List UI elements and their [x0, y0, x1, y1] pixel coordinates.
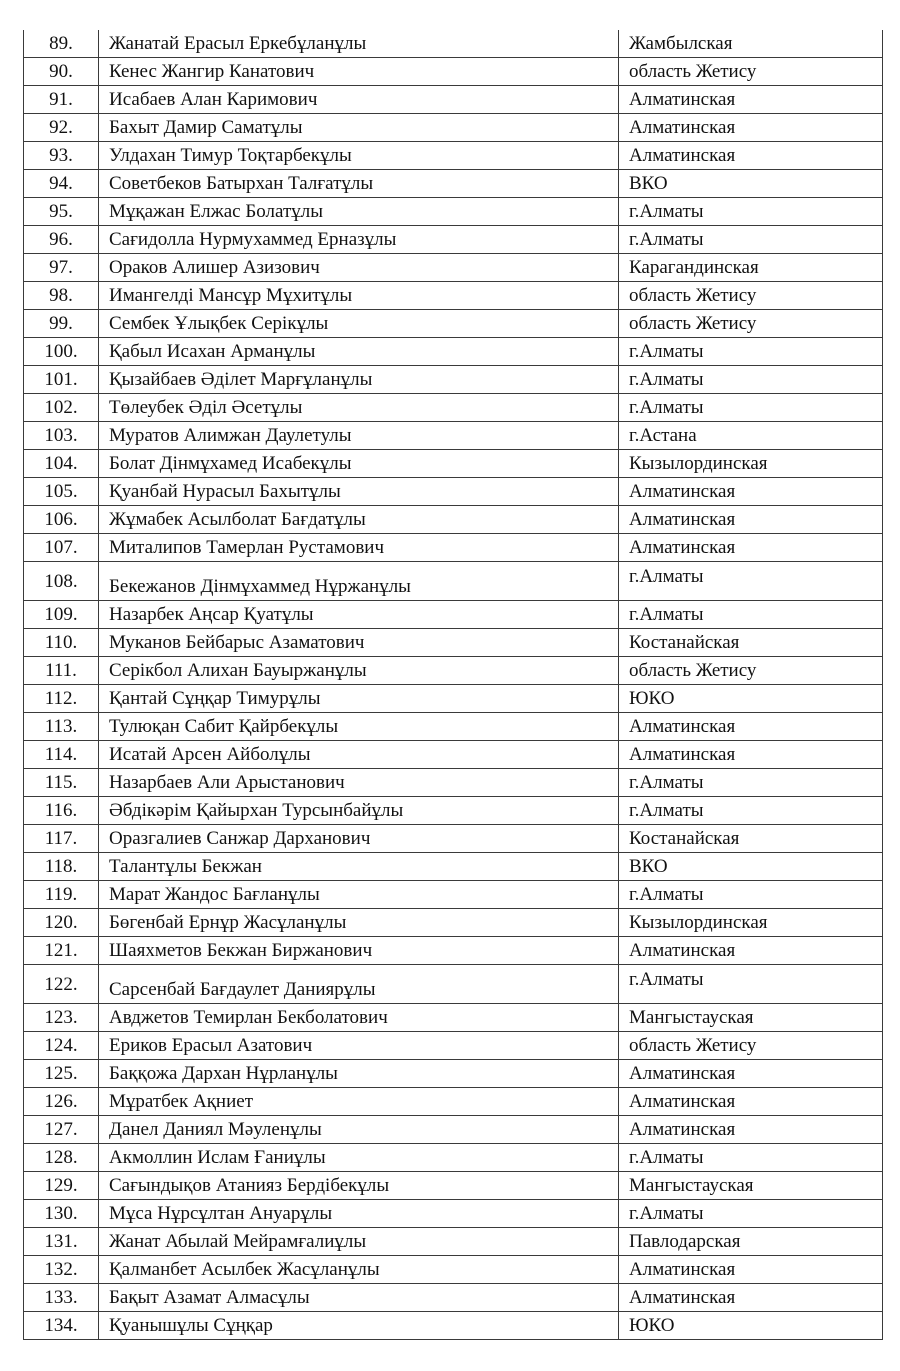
region-cell: г.Алматы	[619, 226, 883, 254]
table-row	[24, 198, 883, 226]
full-name-cell: Болат Дінмұхамед Исабекұлы	[99, 450, 619, 478]
table-row	[24, 853, 883, 881]
full-name-cell: Баққожа Дархан Нұрланұлы	[99, 1060, 619, 1088]
participants-table	[23, 30, 883, 1340]
row-number-cell: 109.	[24, 601, 99, 629]
full-name-cell: Бахыт Дамир Саматұлы	[99, 114, 619, 142]
full-name-cell: Марат Жандос Бағланұлы	[99, 881, 619, 909]
region-cell: Алматинская	[619, 142, 883, 170]
full-name-cell: Муратов Алимжан Даулетулы	[99, 422, 619, 450]
row-number-cell: 95.	[24, 198, 99, 226]
row-number-cell: 132.	[24, 1256, 99, 1284]
full-name-cell: Жанат Абылай Мейрамғалиұлы	[99, 1228, 619, 1256]
table-row	[24, 1228, 883, 1256]
region-cell: Карагандинская	[619, 254, 883, 282]
region-cell: Кызылординская	[619, 909, 883, 937]
region-cell: Алматинская	[619, 1256, 883, 1284]
table-row	[24, 657, 883, 685]
region-cell: Кызылординская	[619, 450, 883, 478]
full-name-cell: Тулюқан Сабит Қайрбекұлы	[99, 713, 619, 741]
table-row	[24, 366, 883, 394]
full-name-cell: Советбеков Батырхан Талғатұлы	[99, 170, 619, 198]
region-cell: ЮКО	[619, 1312, 883, 1340]
region-cell: г.Алматы	[619, 1200, 883, 1228]
table-row	[24, 338, 883, 366]
row-number-cell: 121.	[24, 937, 99, 965]
region-cell: г.Алматы	[619, 601, 883, 629]
region-cell: Алматинская	[619, 1088, 883, 1116]
full-name-cell: Сағындықов Атанияз Бердібекұлы	[99, 1172, 619, 1200]
region-cell: Алматинская	[619, 937, 883, 965]
row-number-cell: 130.	[24, 1200, 99, 1228]
table-row	[24, 1200, 883, 1228]
table-row	[24, 713, 883, 741]
full-name-cell: Мұса Нұрсұлтан Ануарұлы	[99, 1200, 619, 1228]
row-number-cell: 128.	[24, 1144, 99, 1172]
region-cell: ВКО	[619, 170, 883, 198]
table-row	[24, 1004, 883, 1032]
full-name-cell: Сағидолла Нурмухаммед Ерназұлы	[99, 226, 619, 254]
table-row	[24, 741, 883, 769]
full-name-cell: Имангелді Мансұр Мұхитұлы	[99, 282, 619, 310]
row-number-cell: 106.	[24, 506, 99, 534]
region-cell: Костанайская	[619, 629, 883, 657]
table-row	[24, 478, 883, 506]
full-name-cell: Оразгалиев Санжар Дарханович	[99, 825, 619, 853]
full-name-cell: Данел Даниял Мәуленұлы	[99, 1116, 619, 1144]
row-number-cell: 117.	[24, 825, 99, 853]
full-name-cell: Қуанбай Нурасыл Бахытұлы	[99, 478, 619, 506]
region-cell: Алматинская	[619, 534, 883, 562]
table-row	[24, 937, 883, 965]
row-number-cell: 103.	[24, 422, 99, 450]
region-cell: г.Алматы	[619, 394, 883, 422]
table-row	[24, 1312, 883, 1340]
full-name-cell: Улдахан Тимур Тоқтарбекұлы	[99, 142, 619, 170]
full-name-cell: Авджетов Темирлан Бекболатович	[99, 1004, 619, 1032]
table-row	[24, 1088, 883, 1116]
full-name-cell: Жұмабек Асылболат Бағдатұлы	[99, 506, 619, 534]
region-cell: Алматинская	[619, 114, 883, 142]
table-row	[24, 909, 883, 937]
row-number-cell: 123.	[24, 1004, 99, 1032]
row-number-cell: 113.	[24, 713, 99, 741]
table-row	[24, 114, 883, 142]
row-number-cell: 99.	[24, 310, 99, 338]
table-row	[24, 965, 883, 1004]
row-number-cell: 115.	[24, 769, 99, 797]
region-cell: г.Алматы	[619, 881, 883, 909]
table-row	[24, 1284, 883, 1312]
row-number-cell: 92.	[24, 114, 99, 142]
table-row	[24, 685, 883, 713]
row-number-cell: 126.	[24, 1088, 99, 1116]
region-cell: Жамбылская	[619, 30, 883, 58]
row-number-cell: 105.	[24, 478, 99, 506]
table-row	[24, 1032, 883, 1060]
row-number-cell: 97.	[24, 254, 99, 282]
full-name-cell: Ериков Ерасыл Азатович	[99, 1032, 619, 1060]
row-number-cell: 100.	[24, 338, 99, 366]
region-cell: область Жетису	[619, 657, 883, 685]
table-row	[24, 58, 883, 86]
table-row	[24, 1060, 883, 1088]
region-cell: Алматинская	[619, 86, 883, 114]
row-number-cell: 129.	[24, 1172, 99, 1200]
region-cell: Алматинская	[619, 506, 883, 534]
full-name-cell: Қалманбет Асылбек Жасұланұлы	[99, 1256, 619, 1284]
row-number-cell: 93.	[24, 142, 99, 170]
table-row	[24, 1256, 883, 1284]
table-row	[24, 825, 883, 853]
full-name-cell: Қызайбаев Әділет Марғұланұлы	[99, 366, 619, 394]
table-row	[24, 282, 883, 310]
full-name-cell: Муканов Бейбарыс Азаматович	[99, 629, 619, 657]
table-row	[24, 629, 883, 657]
table-row	[24, 769, 883, 797]
full-name-cell: Назарбек Аңсар Қуатұлы	[99, 601, 619, 629]
region-cell: г.Алматы	[619, 338, 883, 366]
full-name-cell: Бақыт Азамат Алмасұлы	[99, 1284, 619, 1312]
row-number-cell: 110.	[24, 629, 99, 657]
row-number-cell: 90.	[24, 58, 99, 86]
row-number-cell: 124.	[24, 1032, 99, 1060]
region-cell: Костанайская	[619, 825, 883, 853]
participants-table-body	[24, 30, 883, 1340]
row-number-cell: 127.	[24, 1116, 99, 1144]
region-cell: область Жетису	[619, 282, 883, 310]
region-cell: г.Алматы	[619, 562, 883, 601]
full-name-cell: Қуанышұлы Сұңқар	[99, 1312, 619, 1340]
row-number-cell: 111.	[24, 657, 99, 685]
table-row	[24, 394, 883, 422]
table-row	[24, 422, 883, 450]
region-cell: г.Астана	[619, 422, 883, 450]
full-name-cell: Жанатай Ерасыл Еркебұланұлы	[99, 30, 619, 58]
row-number-cell: 102.	[24, 394, 99, 422]
table-row	[24, 226, 883, 254]
row-number-cell: 125.	[24, 1060, 99, 1088]
full-name-cell: Мұратбек Ақниет	[99, 1088, 619, 1116]
row-number-cell: 96.	[24, 226, 99, 254]
full-name-cell: Әбдікәрім Қайырхан Турсынбайұлы	[99, 797, 619, 825]
table-row	[24, 1144, 883, 1172]
region-cell: область Жетису	[619, 310, 883, 338]
region-cell: Алматинская	[619, 1116, 883, 1144]
table-row	[24, 562, 883, 601]
row-number-cell: 120.	[24, 909, 99, 937]
full-name-cell: Шаяхметов Бекжан Биржанович	[99, 937, 619, 965]
region-cell: г.Алматы	[619, 769, 883, 797]
full-name-cell: Миталипов Тамерлан Рустамович	[99, 534, 619, 562]
full-name-cell: Бөгенбай Ернұр Жасұланұлы	[99, 909, 619, 937]
table-row	[24, 86, 883, 114]
table-row	[24, 881, 883, 909]
row-number-cell: 133.	[24, 1284, 99, 1312]
row-number-cell: 134.	[24, 1312, 99, 1340]
row-number-cell: 94.	[24, 170, 99, 198]
row-number-cell: 107.	[24, 534, 99, 562]
region-cell: г.Алматы	[619, 366, 883, 394]
region-cell: г.Алматы	[619, 198, 883, 226]
region-cell: г.Алматы	[619, 965, 883, 1004]
table-row	[24, 170, 883, 198]
full-name-cell: Қабыл Исахан Арманұлы	[99, 338, 619, 366]
table-row	[24, 797, 883, 825]
full-name-cell: Серікбол Алихан Бауыржанұлы	[99, 657, 619, 685]
region-cell: г.Алматы	[619, 797, 883, 825]
table-row	[24, 1116, 883, 1144]
row-number-cell: 114.	[24, 741, 99, 769]
table-row	[24, 450, 883, 478]
full-name-cell: Назарбаев Али Арыстанович	[99, 769, 619, 797]
full-name-cell: Исатай Арсен Айболұлы	[99, 741, 619, 769]
table-row	[24, 601, 883, 629]
region-cell: ВКО	[619, 853, 883, 881]
full-name-cell: Қантай Сұңқар Тимурұлы	[99, 685, 619, 713]
row-number-cell: 116.	[24, 797, 99, 825]
row-number-cell: 118.	[24, 853, 99, 881]
table-row	[24, 30, 883, 58]
row-number-cell: 91.	[24, 86, 99, 114]
full-name-cell: Талантұлы Бекжан	[99, 853, 619, 881]
row-number-cell: 104.	[24, 450, 99, 478]
region-cell: область Жетису	[619, 58, 883, 86]
table-row	[24, 310, 883, 338]
full-name-cell: Бекежанов Дінмұхаммед Нұржанұлы	[99, 562, 619, 601]
row-number-cell: 98.	[24, 282, 99, 310]
table-row	[24, 1172, 883, 1200]
table-row	[24, 254, 883, 282]
region-cell: Алматинская	[619, 741, 883, 769]
row-number-cell: 89.	[24, 30, 99, 58]
table-row	[24, 142, 883, 170]
full-name-cell: Сембек Ұлықбек Серікұлы	[99, 310, 619, 338]
region-cell: Алматинская	[619, 713, 883, 741]
row-number-cell: 112.	[24, 685, 99, 713]
row-number-cell: 108.	[24, 562, 99, 601]
full-name-cell: Ораков Алишер Азизович	[99, 254, 619, 282]
region-cell: Алматинская	[619, 478, 883, 506]
full-name-cell: Исабаев Алан Каримович	[99, 86, 619, 114]
region-cell: Павлодарская	[619, 1228, 883, 1256]
table-row	[24, 534, 883, 562]
row-number-cell: 131.	[24, 1228, 99, 1256]
region-cell: Алматинская	[619, 1284, 883, 1312]
region-cell: область Жетису	[619, 1032, 883, 1060]
full-name-cell: Акмоллин Ислам Ғаниұлы	[99, 1144, 619, 1172]
full-name-cell: Мұқажан Елжас Болатұлы	[99, 198, 619, 226]
region-cell: ЮКО	[619, 685, 883, 713]
region-cell: Алматинская	[619, 1060, 883, 1088]
region-cell: Мангыстауская	[619, 1004, 883, 1032]
full-name-cell: Сарсенбай Бағдаулет Даниярұлы	[99, 965, 619, 1004]
row-number-cell: 119.	[24, 881, 99, 909]
table-row	[24, 506, 883, 534]
full-name-cell: Төлеубек Әділ Әсетұлы	[99, 394, 619, 422]
region-cell: г.Алматы	[619, 1144, 883, 1172]
row-number-cell: 122.	[24, 965, 99, 1004]
region-cell: Мангыстауская	[619, 1172, 883, 1200]
full-name-cell: Кенес Жангир Канатович	[99, 58, 619, 86]
row-number-cell: 101.	[24, 366, 99, 394]
